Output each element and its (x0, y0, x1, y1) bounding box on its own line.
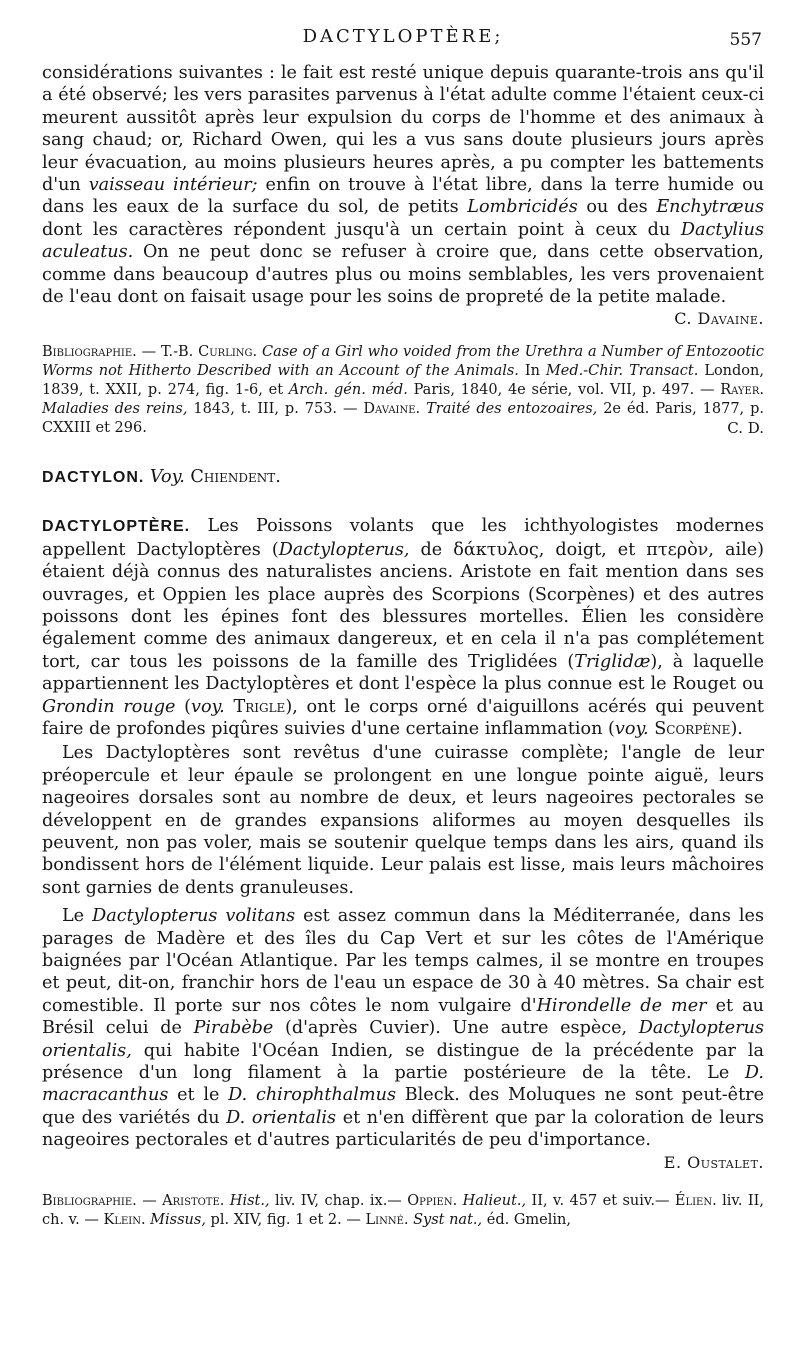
term-grondin: Grondin rouge (42, 696, 176, 717)
ref-title: Halieut., (457, 1193, 527, 1210)
term-hirondelle: Hirondelle de mer (536, 995, 707, 1016)
term-volitans: Dactylopterus volitans (92, 906, 296, 927)
ref-title: Traité des entozoaires, (420, 400, 598, 417)
page-header (42, 26, 764, 66)
text-span: ), ont le corps orné d'aiguillons acérés qui peuvent faire de profondes piqûres suivies d'une certaine inflammation ( (42, 696, 764, 739)
bibliography-label: Bibliographie. (42, 343, 137, 360)
text-span: pl. XIV, fig. 1 et 2. — (205, 1212, 366, 1229)
cross-ref-target: Scorpène (648, 718, 731, 739)
text-span: — (136, 1193, 163, 1210)
text-span: II, v. 457 et suiv.— (526, 1193, 675, 1210)
ref-journal: Med.-Chir. Transact. (545, 362, 699, 379)
entry-headword: DACTYLOPTÈRE. (42, 518, 191, 536)
ref-title: Syst nat., (408, 1212, 483, 1229)
term-dactylius: Dactylius aculeatus. (42, 219, 764, 263)
author-oppien: Oppien. (407, 1193, 458, 1210)
text-span: In (518, 362, 546, 379)
term-macracanthus: D. macracanthus (42, 1063, 764, 1106)
text-span: On ne peut donc se refuser à croire que, dans cette observation, comme dans beaucoup d'autres plus ou moins semblables, les vers provenaient de l'eau dont on faisait usage pour les soins de propreté de la petite malade. (42, 242, 764, 308)
bibliography-davaine (42, 343, 764, 438)
entry-dactyloptere-intro (42, 515, 764, 740)
text-span: liv. II, ch. v. — (42, 1193, 764, 1229)
text-span: Le (62, 906, 93, 927)
author-linne: Linné. (365, 1212, 409, 1229)
term-chirophthalmus: D. chirophthalmus (228, 1085, 396, 1106)
paragraph-observation (42, 62, 765, 329)
term-orientalis: Dactylopterus orientalis, (42, 1018, 764, 1061)
author-signature: C. Davaine. (674, 309, 764, 329)
ref-title: Hist., (224, 1193, 270, 1210)
text-span: et n'en diffèrent que par la coloration de leurs nageoires pectorales et d'autres particularités de peu d'importance. (42, 1107, 765, 1151)
author-aristote: Aristote. (162, 1193, 225, 1210)
page-number: 557 (729, 30, 762, 50)
text-span: ou des (577, 197, 657, 218)
ref-title: Missus, (145, 1212, 206, 1229)
term-dactylopterus: Dactylopterus, (278, 539, 410, 560)
author-signature: C. D. (727, 418, 764, 437)
term-orientalis: D. orientalis (226, 1107, 337, 1128)
text-span: et au Brésil celui de (42, 995, 764, 1039)
cross-ref-target: Chiendent. (190, 466, 281, 487)
running-title: DACTYLOPTÈRE; (302, 26, 504, 47)
text-span: (d'après Cuvier). Une autre espèce, (273, 1018, 639, 1039)
bibliography-label: Bibliographie. (42, 1193, 137, 1210)
term-lombricides: Lombricidés (467, 197, 578, 218)
ref-journal: Arch. gén. méd. (288, 381, 408, 398)
cross-ref-target: Trigle (224, 696, 286, 717)
bibliography-dactyloptere (42, 1192, 764, 1230)
text-span: ), à laquelle appartiennent les Dactyloptères et dont l'espèce la plus connue est le Rouget ou (42, 651, 765, 695)
author-signature: E. Oustalet. (663, 1152, 764, 1172)
author-elien: Élien. (674, 1193, 717, 1210)
cross-ref-voy: voy. (191, 696, 225, 717)
text-span: London, 1839, t. XXII, p. 274, fig. 1-6, et (42, 362, 764, 398)
text-span: 2e éd. Paris, 1877, p. CXXIII et 296. (42, 400, 764, 436)
term-pirabebe: Pirabèbe (193, 1018, 274, 1039)
text-span: 1843, t. III, p. 753. — (187, 400, 364, 417)
entry-dactylon (42, 466, 764, 489)
author-davaine: Davaine. (363, 400, 421, 417)
cross-ref-voy: voy. (614, 718, 649, 739)
text-span: dont les caractères répondent jusqu'à un certain point à ceux du (42, 219, 681, 240)
text-span: est assez commun dans la Méditerranée, dans les parages de Madère et des îles du Cap Vert et sur les côtes de l'Amérique baignées par l'Océan Atlantique. Par les temps calmes, il se montre en troupes et peut, dit-on, franchir hors de l'eau un espace de 30 à 40 mètres. Sa chair est comestible. Il porte sur nos côtes le nom vulgaire d' (42, 906, 764, 1016)
text-span: considérations suivantes : le fait est resté unique depuis quarante-trois ans qu'il a été observé; les vers parasites parvenus à l'état adulte comme l'étaient ceux-ci meurent aussitôt après leur expulsion du corps de l'homme et des animaux à sang chaud; or, Richard Owen, qui les a vus sans doute plusieurs jours après leur évacuation, au moins plusieurs heures après, a pu compter les battements d'un (42, 63, 764, 196)
entry-dactyloptere-species (42, 905, 765, 1172)
term-triglidae: Triglidæ (574, 651, 651, 672)
text-span: Les Poissons volants que les ichthyologistes modernes appellent Dactyloptères ( (42, 516, 764, 560)
ref-title: Maladies des reins, (42, 400, 188, 417)
author-curling: Curling. (198, 343, 258, 360)
entry-dactyloptere-anatomy: Les Dactyloptères sont revêtus d'une cuirasse complète; l'angle de leur préopercule et leur épaule se prolongent en une longue pointe aiguë, leurs nageoires dorsales sont au nombre de deux, et leurs nageoires pectorales se développent en de grandes expansions aliformes au moyen desquelles ils peuvent, non pas voler, mais se soutenir quelque temps dans les airs, quand ils bondissent hors de l'élément liquide. Leur palais est lisse, mais leurs mâchoires sont garnies de dents granuleuses. (42, 743, 764, 898)
term-enchytraeus: Enchytræus (656, 197, 765, 218)
text-span: — T.-B. (136, 343, 199, 360)
text-span: liv. IV, chap. ix.— (269, 1193, 408, 1210)
cross-ref-voy: Voy. (149, 466, 185, 487)
text-span: qui habite l'Océan Indien, se distingue de la précédente par la présence d'un long filament à la partie postérieure de la tête. Le (42, 1040, 764, 1084)
text-span: Bleck. des Moluques ne sont peut-être que des variétés du (42, 1085, 764, 1128)
text-span: éd. Gmelin, (482, 1212, 571, 1229)
text-span: ). (730, 718, 743, 739)
term-vaisseau: vaisseau intérieur; (88, 175, 258, 196)
entry-headword: DACTYLON. (42, 468, 145, 486)
text-span: et le (168, 1085, 229, 1106)
text-span: Paris, 1840, 4e série, vol. VII, p. 497. — (407, 381, 721, 398)
ref-title: Case of a Girl who voided from the Urethra a Number of Entozootic Worms not Hitherto Described with an Account of the Animals. (42, 343, 764, 379)
author-rayer: Rayer. (720, 381, 764, 398)
text-span: enfin on trouve à l'état libre, dans la terre humide ou dans les eaux de la surface du sol, de petits (42, 175, 764, 218)
text-span: ( (175, 696, 191, 717)
author-klein: Klein. (103, 1212, 146, 1229)
text-span: de δάκτυλος, doigt, et πτερὸν, aile) étaient déjà connus des naturalistes anciens. Aristote en fait mention dans ses ouvrages, et Oppien les place auprès des Scorpions (Scorpènes) et des autres poissons dont les épines font des blessures mortelles. Élien les considère également comme des animaux dangereux, et en cela il n'a pas complétement tort, car tous les poissons de la famille des Triglidées ( (42, 539, 764, 672)
